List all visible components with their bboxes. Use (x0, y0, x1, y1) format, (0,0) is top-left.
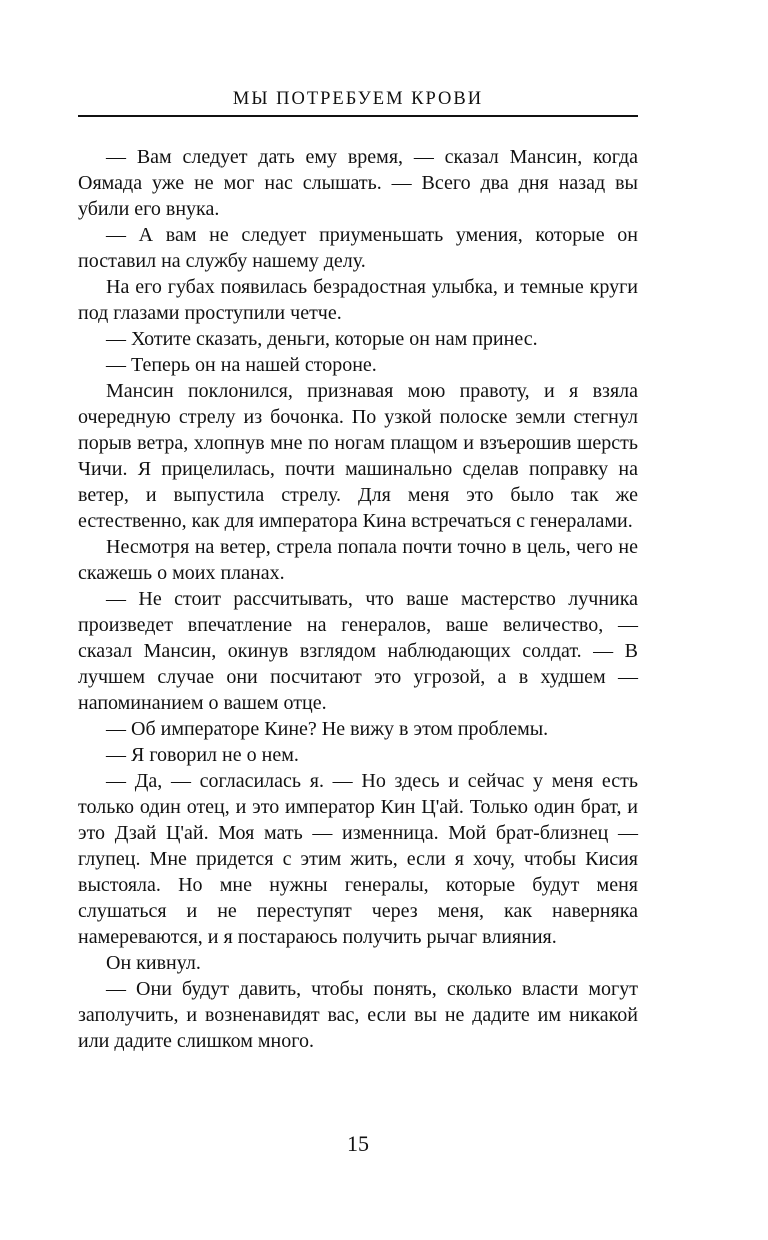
paragraph: Несмотря на ветер, стрела попала почти точно в цель, чего не скажешь о моих планах. (78, 536, 638, 584)
paragraph: — Я говорил не о нем. (106, 744, 299, 766)
header-rule (78, 115, 638, 117)
body-text (78, 144, 638, 1054)
paragraph: — Хотите сказать, деньги, которые он нам принес. (106, 328, 538, 350)
paragraph: — Вам следует дать ему время, — сказал Мансин, когда Оямада уже не мог нас слышать. — Всего два дня назад вы убили его внука. (78, 146, 638, 220)
paragraph: Мансин поклонился, признавая мою правоту, и я взяла очередную стрелу из бочонка. По узкой полоске земли стегнул порыв ветра, хлопнув мне по ногам плащом и взъерошив шерсть Чичи. Я прицелилась, почти машинально сделав поправку на ветер, и выпустила стрелу. Для меня это было так же естественно, как для императора Кина встречаться с генералами. (78, 380, 638, 532)
paragraph: — Да, — согласилась я. — Но здесь и сейчас у меня есть только один отец, и это император Кин Ц'ай. Только один брат, и это Дзай Ц'ай. Моя мать — изменница. Мой брат-близнец — глупец. Мне придется с этим жить, если я хочу, чтобы Кисия выстояла. Но мне нужны генералы, которые будут меня слушаться и не переступят через меня, как наверняка намереваются, и я постараюсь получить рычаг влияния. (78, 770, 638, 948)
paragraph: — Не стоит рассчитывать, что ваше мастерство лучника произведет впечатление на генералов, ваше величество, — сказал Мансин, окинув взглядом наблюдающих солдат. — В лучшем случае они посчитают это угрозой, а в худшем — напоминанием о вашем отце. (78, 588, 638, 714)
paragraph: — Об императоре Кине? Не вижу в этом проблемы. (106, 718, 549, 740)
page-number: 15 (347, 1131, 369, 1156)
paragraph: — Они будут давить, чтобы понять, сколько власти могут заполучить, и возненавидят вас, если вы не дадите им никакой или дадите слишком много. (78, 978, 638, 1052)
paragraph: На его губах появилась безрадостная улыбка, и темные круги под глазами проступили четче. (78, 276, 638, 324)
paragraph: — Теперь он на нашей стороне. (106, 354, 377, 376)
paragraph: Он кивнул. (106, 952, 201, 974)
paragraph: — А вам не следует приуменьшать умения, которые он поставил на службу нашему делу. (78, 224, 638, 272)
running-title: МЫ ПОТРЕБУЕМ КРОВИ (232, 89, 484, 109)
